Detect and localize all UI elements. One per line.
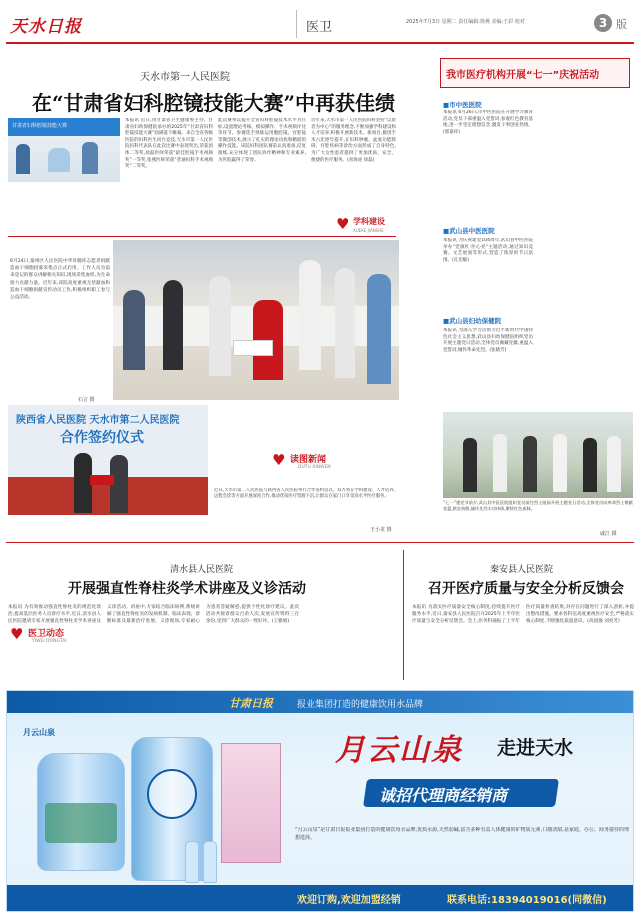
bottle-brand-mark bbox=[147, 769, 197, 819]
photo-banner-text: 甘肃省妇科腔镜技能大赛 bbox=[12, 123, 68, 129]
story-left-title: 开展强直性脊柱炎学术讲座及义诊活动 bbox=[68, 581, 306, 597]
bottom-rule bbox=[6, 542, 634, 543]
page-suffix: 版 bbox=[616, 18, 627, 31]
top-story-title: 在“甘肃省妇科腔镜技能大赛”中再获佳绩 bbox=[32, 91, 396, 115]
right-panel-photo bbox=[443, 412, 633, 498]
story-left-kicker: 清水县人民医院 bbox=[170, 565, 234, 575]
right-section-body-1-cont bbox=[537, 90, 627, 200]
divider bbox=[296, 10, 297, 38]
ad-subhead: 诚招代理商经销商 bbox=[379, 786, 508, 805]
top-story-photo bbox=[8, 118, 120, 182]
story-right-kicker: 秦安县人民医院 bbox=[490, 565, 554, 575]
signing-photo bbox=[8, 405, 208, 515]
page-number-badge bbox=[594, 14, 612, 32]
page-meta: 2025年7月3日 星期二 责任编辑:徐燕 美编:王彩 校对 bbox=[406, 19, 525, 25]
top-story-col1: 本报讯 近日,由甘肃省卫生健康委主办、甘肃省妇幼保健院承办的2025年“甘肃省妇科腔镜技能大赛”圆满落下帷幕。来自全省各级医院的妇科医生同台竞技,天水市第一人民医院妇科代表队在此次比赛中表现突出,荣获团体二等奖,徐磊医师荣获“最佳腔镜手术视频奖”一等奖,张燕医师荣获“普通妇科手术视频奖”二等奖。 bbox=[125, 118, 213, 170]
badge-en: XUEKE JIANSHE bbox=[353, 228, 384, 233]
section-rule bbox=[8, 236, 396, 237]
photo-news-image bbox=[113, 240, 399, 400]
right-panel-title: 我市医疗机构开展“七一”庆祝活动 bbox=[446, 70, 600, 81]
signing-caption: 近日,天水市第二人民医院与陕西省人民医院举行合作签约仪式。双方将在学科建设、人才培养、远程会诊等方面开展深度合作,推动优质医疗资源下沉,让群众在家门口享受高水平医疗服务。 bbox=[214, 488, 398, 500]
badge-dutu bbox=[272, 450, 362, 478]
ad-banner bbox=[6, 690, 634, 912]
ad-big-brand: 月云山泉 bbox=[335, 733, 463, 768]
right-section-label-2: ■武山县中医医院 bbox=[443, 227, 495, 235]
ad-header-brand: 甘肃日报 bbox=[229, 697, 273, 710]
water-box bbox=[221, 743, 281, 863]
badge-yiwei bbox=[8, 624, 98, 652]
signing-banner: 陕西省人民医院 天水市第二人民医院 bbox=[16, 415, 180, 426]
top-story-col2: 此次赛事以提升全省妇科腔镜技术水平为目标,设置理论考核、模拟操作、手术视频评比等环节。参赛选手熟练运用腹腔镜、宫腔镜等微创技术,展示了扎实的理论功底和精湛的操作技能。该院妇科团队赛前认真准备,反复演练,充分体现了团队协作精神和专业素养,为医院赢得了荣誉。 bbox=[218, 118, 306, 163]
signing-banner2: 合作签约仪式 bbox=[60, 430, 144, 446]
badge-xueke bbox=[336, 214, 396, 242]
ad-footer-left: 欢迎订购,欢迎加盟经销 bbox=[297, 895, 401, 906]
right-section-label-3: ■武山县妇幼保健院 bbox=[443, 317, 502, 325]
masthead-rule bbox=[6, 42, 634, 44]
badge-en: YIWEI DONGTAI bbox=[32, 639, 67, 644]
bottom-divider bbox=[403, 550, 404, 680]
badge-label: 读图新闻 bbox=[290, 455, 327, 465]
photo-news-caption: 6月24日,秦州区人民医院中华骨髓库志愿者捐献造血干细胞招募采集点正式启用。工作人员为前来登记的群众讲解相关知识,现场采集血样,为生命接力贡献力量。近年来,该院高度重视无偿献血和造血干细胞捐献宣传动员工作,积极组织职工参与公益活动。 bbox=[10, 259, 110, 301]
section-title: 医卫 bbox=[306, 20, 333, 35]
brand-logo: 天水日报 bbox=[10, 17, 82, 37]
badge-en: DUTU XINWEN bbox=[298, 465, 331, 470]
right-section-label-1: ■市中医医院 bbox=[443, 101, 482, 109]
heart-icon: ♥ bbox=[336, 215, 350, 233]
story-right-body: 本报讯 为落实医疗质量安全核心制度,持续提升医疗服务水平,近日,秦安县人民医院召开2025年上半年医疗质量与安全分析反馈会。会上,医务科通报了上半年医疗质量检查结果,对存在问题进行了深入剖析,并提出整改措施。要求各科室高度重视医疗安全,严格落实核心制度,不断强化质量意识。(高国强 刘亮芳) bbox=[412, 605, 634, 624]
ad-footer-right: 联系电话:18394019016(同微信) bbox=[447, 895, 607, 906]
signing-author: 王小龙 摄 bbox=[370, 527, 392, 533]
ad-header-text: 报业集团打造的健康饮用水品牌 bbox=[297, 700, 424, 710]
right-section-body-1: 本报讯 6月26日,市中医医院在开展学习教育活动,党员干部重温入党誓词,参观红色教育基地,进一步坚定理想信念,激发干事创业热情。(郭嘉祥) bbox=[443, 110, 533, 135]
story-left-body: 本报讯 为有效推动强直性脊柱炎的规范化诊治,提高基层医务人员诊疗水平,近日,清水县人民医院邀请专家开展强直性脊柱炎学术讲座及义诊活动。讲座中,专家结合临床病例,系统讲解了强直性脊柱炎的发病机制、临床表现、诊断标准及最新治疗进展。义诊现场,专家耐心为患者答疑解惑,提供个性化诊疗建议。此次活动共接诊群众百余人次,发放宣传资料三百余份,受到广大群众的一致好评。(王雅娟) bbox=[8, 605, 299, 624]
badge-label: 医卫动态 bbox=[28, 629, 65, 639]
water-bottle-label bbox=[45, 803, 117, 843]
page-number: 3 bbox=[598, 16, 608, 30]
ad-logo-text: 月云山泉 bbox=[23, 728, 55, 737]
small-bottle-1 bbox=[185, 841, 199, 883]
right-photo-caption: “七一”建党节前夕,武山县中医医院组织党员前往烈士陵园开展主题党日活动,全体党员向革命烈士敬献花篮,默哀致敬,缅怀先烈丰功伟绩,赓续红色血脉。 bbox=[443, 500, 633, 512]
top-story-kicker: 天水市第一人民医院 bbox=[140, 72, 230, 83]
top-story-col3: 近年来,天水市第一人民医院妇科坚持“以患者为中心”的服务理念,不断加强学科建设和人才培养,积极开展新技术、新项目,微创手术占比逐年提升,在妇科肿瘤、盆底功能障碍、宫腔疾病等诊治方面形成了自身特色,为广大女性患者提供了更加优质、安全、便捷的医疗服务。(青海虎 徐磊) bbox=[311, 118, 396, 163]
masthead bbox=[6, 6, 634, 42]
heart-icon: ♥ bbox=[10, 625, 24, 643]
ad-description: “月云山泉”是甘肃日报报业集团打造的健康饮用水品牌,优质水源,天然弱碱,富含多种有益人体健康的矿物质元素,口感清甜,是家庭、办公、商务接待的理想选择。 bbox=[295, 827, 629, 841]
badge-label: 学科建设 bbox=[353, 217, 385, 226]
heart-icon: ♥ bbox=[272, 451, 286, 469]
right-section-body-2: 本报讯 为庆祝建党104周年,武山县中医医院举办“党旗红·医心亮”主题活动,通过知识竞赛、文艺展演等形式,营造了浓厚的节日氛围。(孔伯敏) bbox=[443, 238, 533, 263]
story-right-title: 召开医疗质量与安全分析反馈会 bbox=[428, 581, 624, 597]
right-section-body-3: 本报讯 为深入学习贯彻习近平新时代中国特色社会主义思想,武山县妇幼保健院组织党员开展主题党日活动,全体党员佩戴党徽,重温入党誓词,缅怀革命先烈。(张晓芳) bbox=[443, 328, 533, 353]
small-bottle-2 bbox=[203, 841, 217, 883]
ad-headline: 走进天水 bbox=[497, 737, 574, 759]
photo-news-author: 石言 摄 bbox=[78, 397, 95, 403]
right-photo-author: 戚江 摄 bbox=[600, 531, 617, 537]
